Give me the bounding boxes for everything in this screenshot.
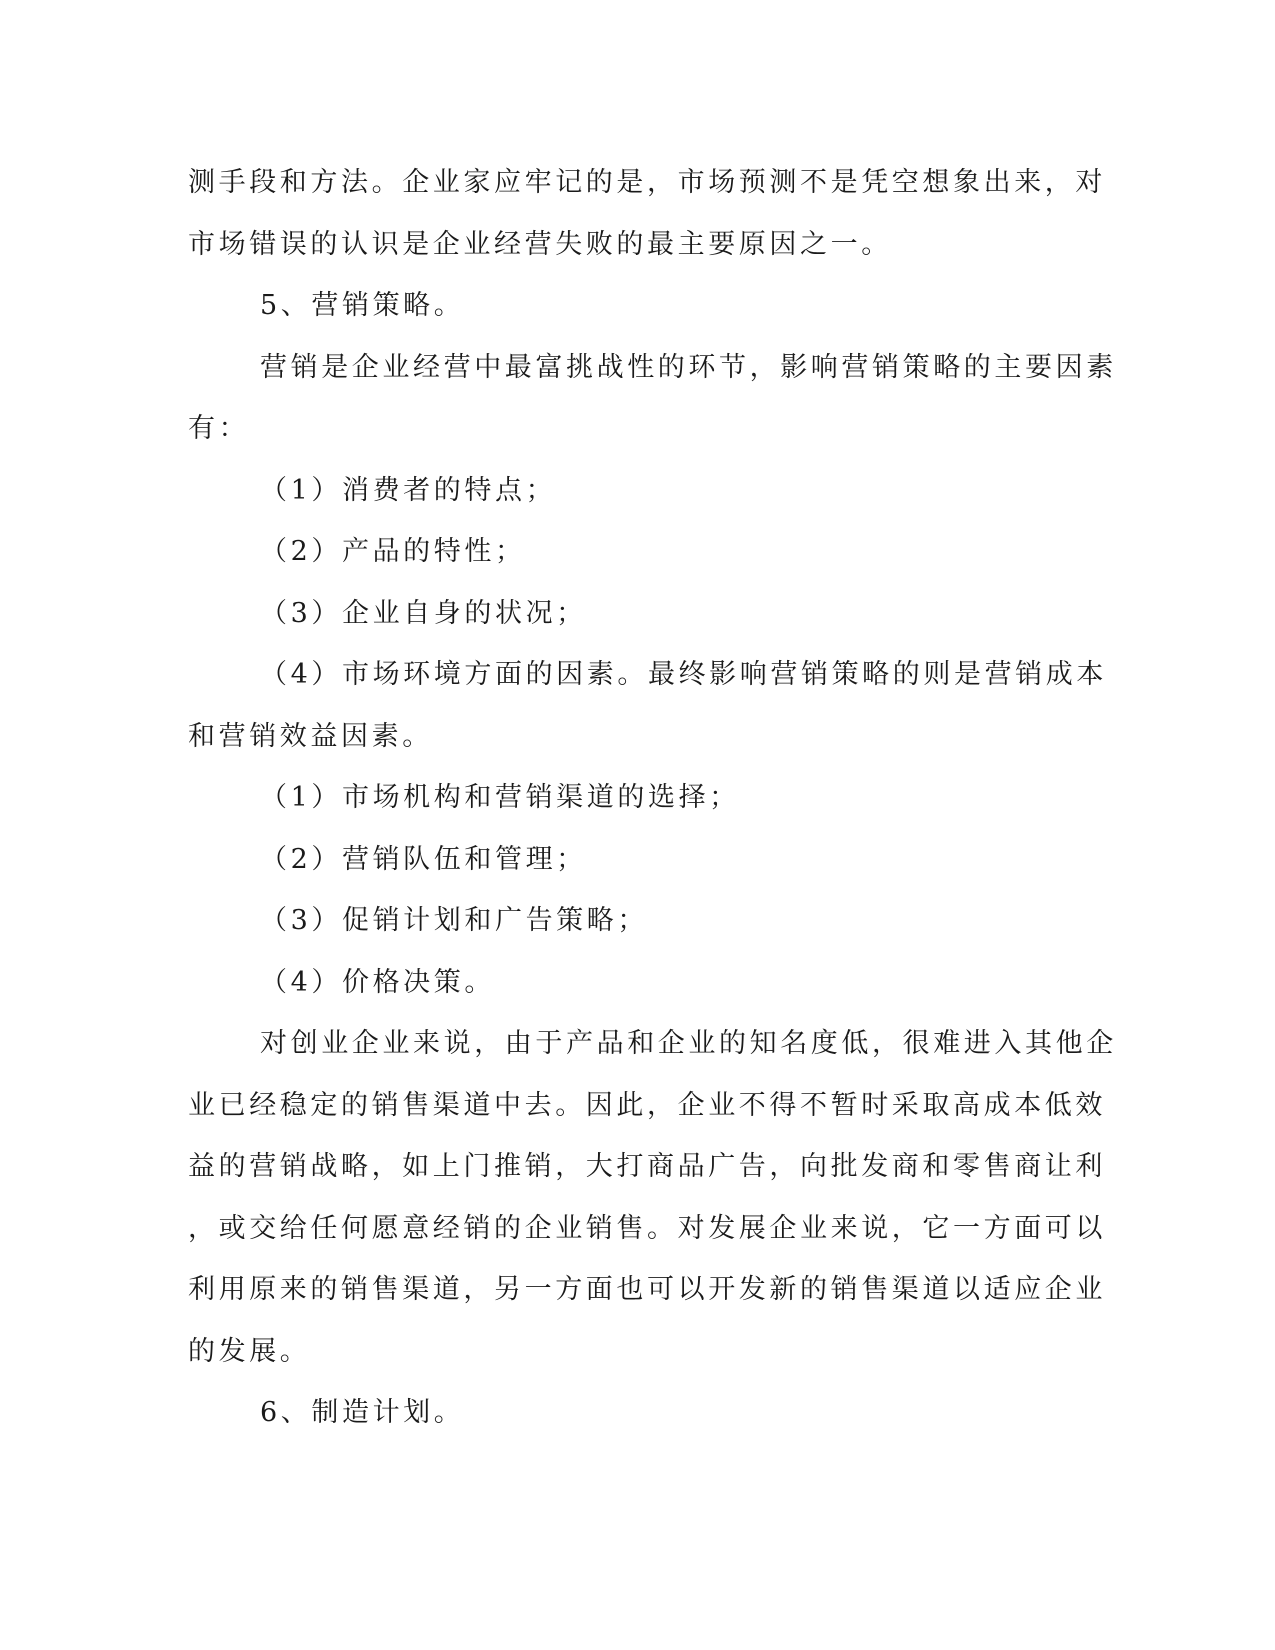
body-line: 和营销效益因素。 (188, 720, 433, 752)
paragraph-first-line: 对创业企业来说，由于产品和企业的知名度低，很难进入其他企 (260, 1028, 1117, 1059)
list-item: （3）企业自身的状况； (260, 597, 587, 629)
body-line: 业已经稳定的销售渠道中去。因此，企业不得不暂时采取高成本低效 (188, 1089, 1106, 1121)
list-item: （1）市场机构和营销渠道的选择； (260, 782, 740, 813)
list-item: （1）消费者的特点； (260, 474, 557, 506)
list-item: （2）产品的特性； (260, 536, 526, 567)
section-heading: 5、营销策略。 (260, 290, 465, 321)
section-heading: 6、制造计划。 (260, 1397, 465, 1428)
body-line: 利用原来的销售渠道，另一方面也可以开发新的销售渠道以适应企业 (188, 1274, 1106, 1305)
body-line: ，或交给任何愿意经销的企业销售。对发展企业来说，它一方面可以 (188, 1212, 1106, 1244)
body-line: 市场错误的认识是企业经营失败的最主要原因之一。 (188, 228, 892, 260)
list-item: （4）市场环境方面的因素。最终影响营销策略的则是营销成本 (260, 659, 1107, 690)
body-line: 有： (188, 413, 250, 444)
body-line: 的发展。 (188, 1335, 311, 1367)
document-body (188, 163, 1117, 1455)
list-item: （4）价格决策。 (260, 966, 495, 998)
paragraph-first-line: 营销是企业经营中最富挑战性的环节，影响营销策略的主要因素 (260, 351, 1117, 383)
body-line: 测手段和方法。企业家应牢记的是，市场预测不是凭空想象出来，对 (188, 167, 1106, 198)
list-item: （3）促销计划和广告策略； (260, 905, 648, 936)
body-line: 益的营销战略，如上门推销，大打商品广告，向批发商和零售商让利 (188, 1151, 1106, 1182)
list-item: （2）营销队伍和管理； (260, 843, 587, 875)
